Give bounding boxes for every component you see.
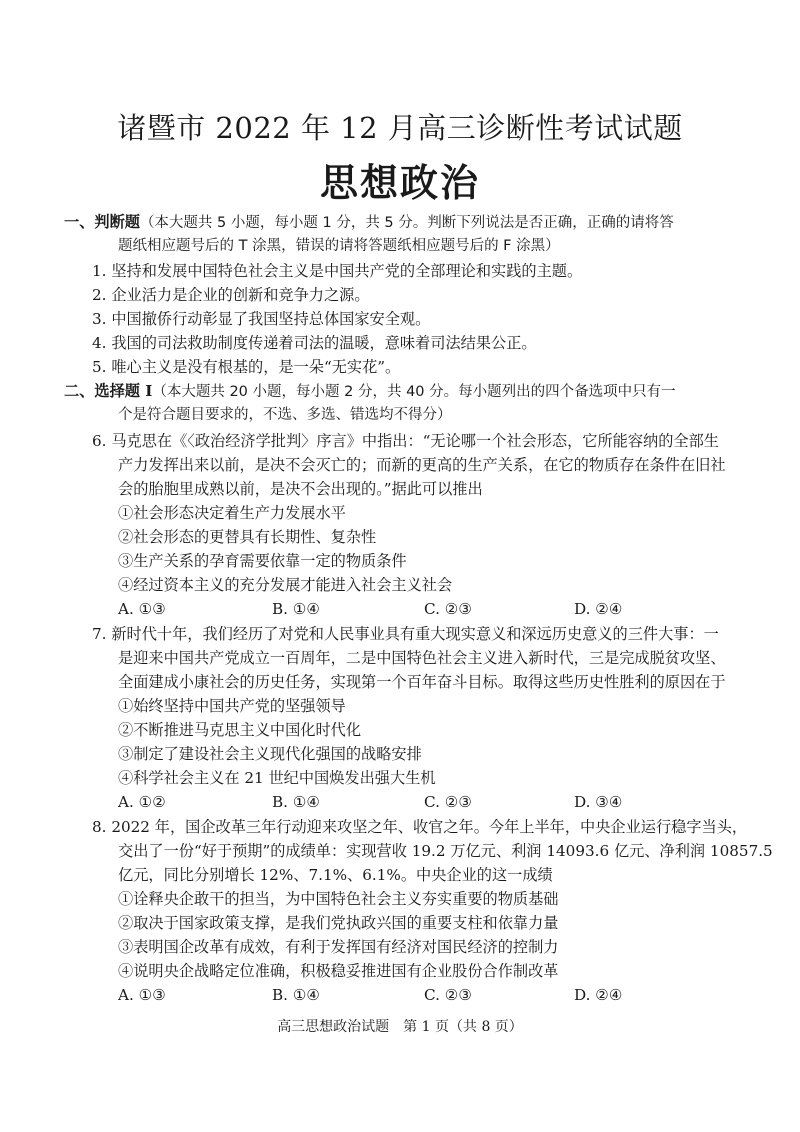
q6-choice-d: D. ②④ <box>574 600 623 618</box>
q8-choice-c: C. ②③ <box>424 986 472 1004</box>
q8-choice-d: D. ②④ <box>574 986 623 1004</box>
section2-instructions <box>64 379 676 404</box>
q6-item-4: ④经过资本主义的充分发展才能进入社会主义社会 <box>118 576 453 594</box>
q7-choice-d: D. ③④ <box>574 793 623 811</box>
section1-note-line2: 题纸相应题号后的 T 涂黑，错误的请将答题纸相应题号后的 F 涂黑） <box>118 238 560 254</box>
q6-choice-c: C. ②③ <box>424 600 472 618</box>
q8-item-1: ①诠释央企敢干的担当，为中国特色社会主义夯实重要的物质基础 <box>118 890 559 908</box>
section2-note-line2: 个是符合题目要求的，不选、多选、错选均不得分） <box>118 407 452 423</box>
q7-item-3: ③制定了建设社会主义现代化强国的战略安排 <box>118 745 422 763</box>
exam-title: 诸暨市 2022 年 12 月高三诊断性考试试题 <box>117 111 683 145</box>
judge-item-2: 2. 企业活力是企业的创新和竞争力之源。 <box>92 286 370 304</box>
judge-item-5: 5. 唯心主义是没有根基的，是一朵“无实花”。 <box>92 358 401 376</box>
q7-choice-c: C. ②③ <box>424 793 472 811</box>
q8-stem-line1: 8. 2022 年，国企改革三年行动迎来攻坚之年、收官之年。今年上半年，中央企业运行稳字当头， <box>92 818 748 836</box>
q7-item-1: ①始终坚持中国共产党的坚强领导 <box>118 697 346 715</box>
q6-stem-line3: 会的胎胞里成熟以前，是决不会出现的。”据此可以推出 <box>118 480 483 498</box>
q8-item-4: ④说明央企战略定位准确，积极稳妥推进国有企业股份合作制改革 <box>118 962 559 980</box>
q6-stem-line2: 产力发挥出来以前，是决不会灭亡的；而新的更高的生产关系，在它的物质存在条件在旧社 <box>118 456 726 474</box>
q7-item-4: ④科学社会主义在 21 世纪中国焕发出强大生机 <box>118 769 436 787</box>
judge-item-1: 1. 坚持和发展中国特色社会主义是中国共产党的全部理论和实践的主题。 <box>92 262 583 280</box>
section2-heading: 二、选择题 I <box>64 382 153 400</box>
section1-instructions <box>64 210 674 235</box>
q7-stem-line2: 是迎来中国共产党成立一百周年，二是中国特色社会主义进入新时代，三是完成脱贫攻坚、 <box>118 649 726 667</box>
page-footer: 高三思想政治试题 第 1 页（共 8 页） <box>277 1019 523 1035</box>
q6-choice-b: B. ①④ <box>272 600 321 618</box>
judge-item-4: 4. 我国的司法救助制度传递着司法的温暖，意味着司法结果公正。 <box>92 334 537 352</box>
q7-stem-line1: 7. 新时代十年，我们经历了对党和人民事业具有重大现实意义和深远历史意义的三件大事：一 <box>92 625 719 643</box>
q8-choice-b: B. ①④ <box>272 986 321 1004</box>
section1-note-line1: （本大题共 5 小题，每小题 1 分，共 5 分。判断下列说法是否正确，正确的请将答 <box>139 215 674 231</box>
q8-stem-line3: 亿元，同比分别增长 12%、7.1%、6.1%。中央企业的这一成绩 <box>118 866 553 884</box>
section2-note-line1: （本大题共 20 小题，每小题 2 分，共 40 分。每小题列出的四个备选项中只有一 <box>152 384 676 400</box>
q6-choice-a: A. ①③ <box>118 600 166 618</box>
q6-item-3: ③生产关系的孕育需要依靠一定的物质条件 <box>118 552 407 570</box>
q7-choice-a: A. ①② <box>118 793 166 811</box>
q6-item-2: ②社会形态的更替具有长期性、复杂性 <box>118 528 377 546</box>
q7-stem-line3: 全面建成小康社会的历史任务，实现第一个百年奋斗目标。取得这些历史性胜利的原因在于 <box>118 673 726 691</box>
q6-stem-line1: 6. 马克思在《〈政治经济学批判〉序言》中指出：“无论哪一个社会形态，它所能容纳的全部生 <box>92 432 719 450</box>
subject-title: 思想政治 <box>319 160 480 205</box>
q7-choice-b: B. ①④ <box>272 793 321 811</box>
q8-item-3: ③表明国企改革有成效，有利于发挥国有经济对国民经济的控制力 <box>118 938 559 956</box>
section1-heading: 一、判断题 <box>64 213 140 231</box>
q8-item-2: ②取决于国家政策支撑，是我们党执政兴国的重要支柱和依靠力量 <box>118 914 559 932</box>
q6-item-1: ①社会形态决定着生产力发展水平 <box>118 504 346 522</box>
judge-item-3: 3. 中国撤侨行动彰显了我国坚持总体国家安全观。 <box>92 310 431 328</box>
q7-item-2: ②不断推进马克思主义中国化时代化 <box>118 721 361 739</box>
q8-choice-a: A. ①③ <box>118 986 166 1004</box>
q8-stem-line2: 交出了一份“好于预期”的成绩单：实现营收 19.2 万亿元、利润 14093.6 亿元、净利润 10857.5 <box>118 842 773 860</box>
